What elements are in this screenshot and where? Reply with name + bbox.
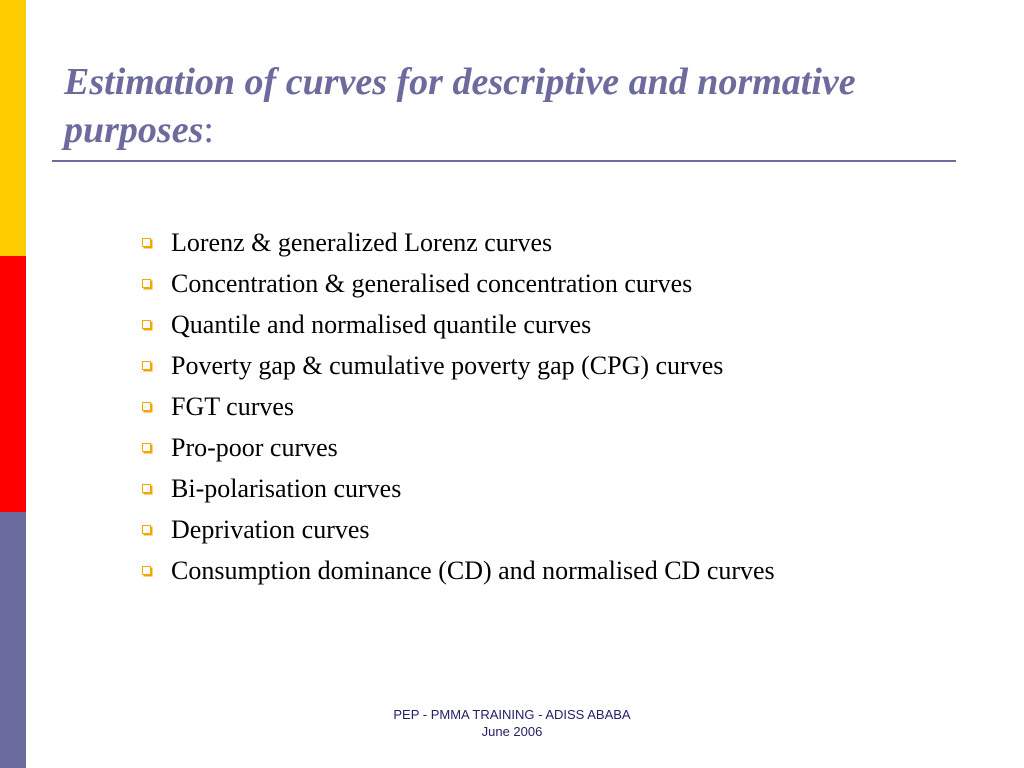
- list-item: [140, 222, 775, 263]
- list-item: [140, 345, 775, 386]
- list-item: [140, 509, 775, 550]
- hollow-square-bullet-icon: [142, 279, 151, 288]
- list-item-text: Deprivation curves: [171, 515, 370, 544]
- list-item-text: Quantile and normalised quantile curves: [171, 310, 592, 339]
- hollow-square-bullet-icon: [142, 443, 151, 452]
- footer-line-1: PEP - PMMA TRAINING - ADISS ABABA: [393, 707, 631, 722]
- side-bar-blue-segment: [0, 512, 26, 768]
- list-item-text: Poverty gap & cumulative poverty gap (CPG) curves: [171, 351, 724, 380]
- title-divider: [52, 160, 956, 162]
- list-item: [140, 427, 775, 468]
- list-item: [140, 468, 775, 509]
- hollow-square-bullet-icon: [142, 566, 151, 575]
- list-item-text: Concentration & generalised concentration curves: [171, 269, 693, 298]
- hollow-square-bullet-icon: [142, 361, 151, 370]
- hollow-square-bullet-icon: [142, 525, 151, 534]
- list-item: [140, 386, 775, 427]
- list-item: [140, 263, 775, 304]
- hollow-square-bullet-icon: [142, 238, 151, 247]
- footer-line-2: June 2006: [481, 724, 543, 739]
- hollow-square-bullet-icon: [142, 402, 151, 411]
- list-item-text: Lorenz & generalized Lorenz curves: [171, 228, 553, 257]
- list-item-text: Pro-poor curves: [171, 433, 338, 462]
- decorative-side-bar: [0, 0, 26, 768]
- list-item: [140, 550, 775, 591]
- list-item: [140, 304, 775, 345]
- slide-title-text: Estimation of curves for descriptive and normative purposes: [64, 61, 856, 151]
- list-item-text: Bi-polarisation curves: [171, 474, 402, 503]
- list-item-text: Consumption dominance (CD) and normalised CD curves: [171, 556, 775, 585]
- bullet-list: [140, 222, 775, 591]
- hollow-square-bullet-icon: [142, 320, 151, 329]
- list-item-text: FGT curves: [171, 392, 295, 421]
- slide-footer: [312, 706, 712, 740]
- slide-title-colon: :: [203, 109, 214, 151]
- slide-title: [64, 58, 944, 154]
- side-bar-yellow-segment: [0, 0, 26, 256]
- hollow-square-bullet-icon: [142, 484, 151, 493]
- side-bar-red-segment: [0, 256, 26, 512]
